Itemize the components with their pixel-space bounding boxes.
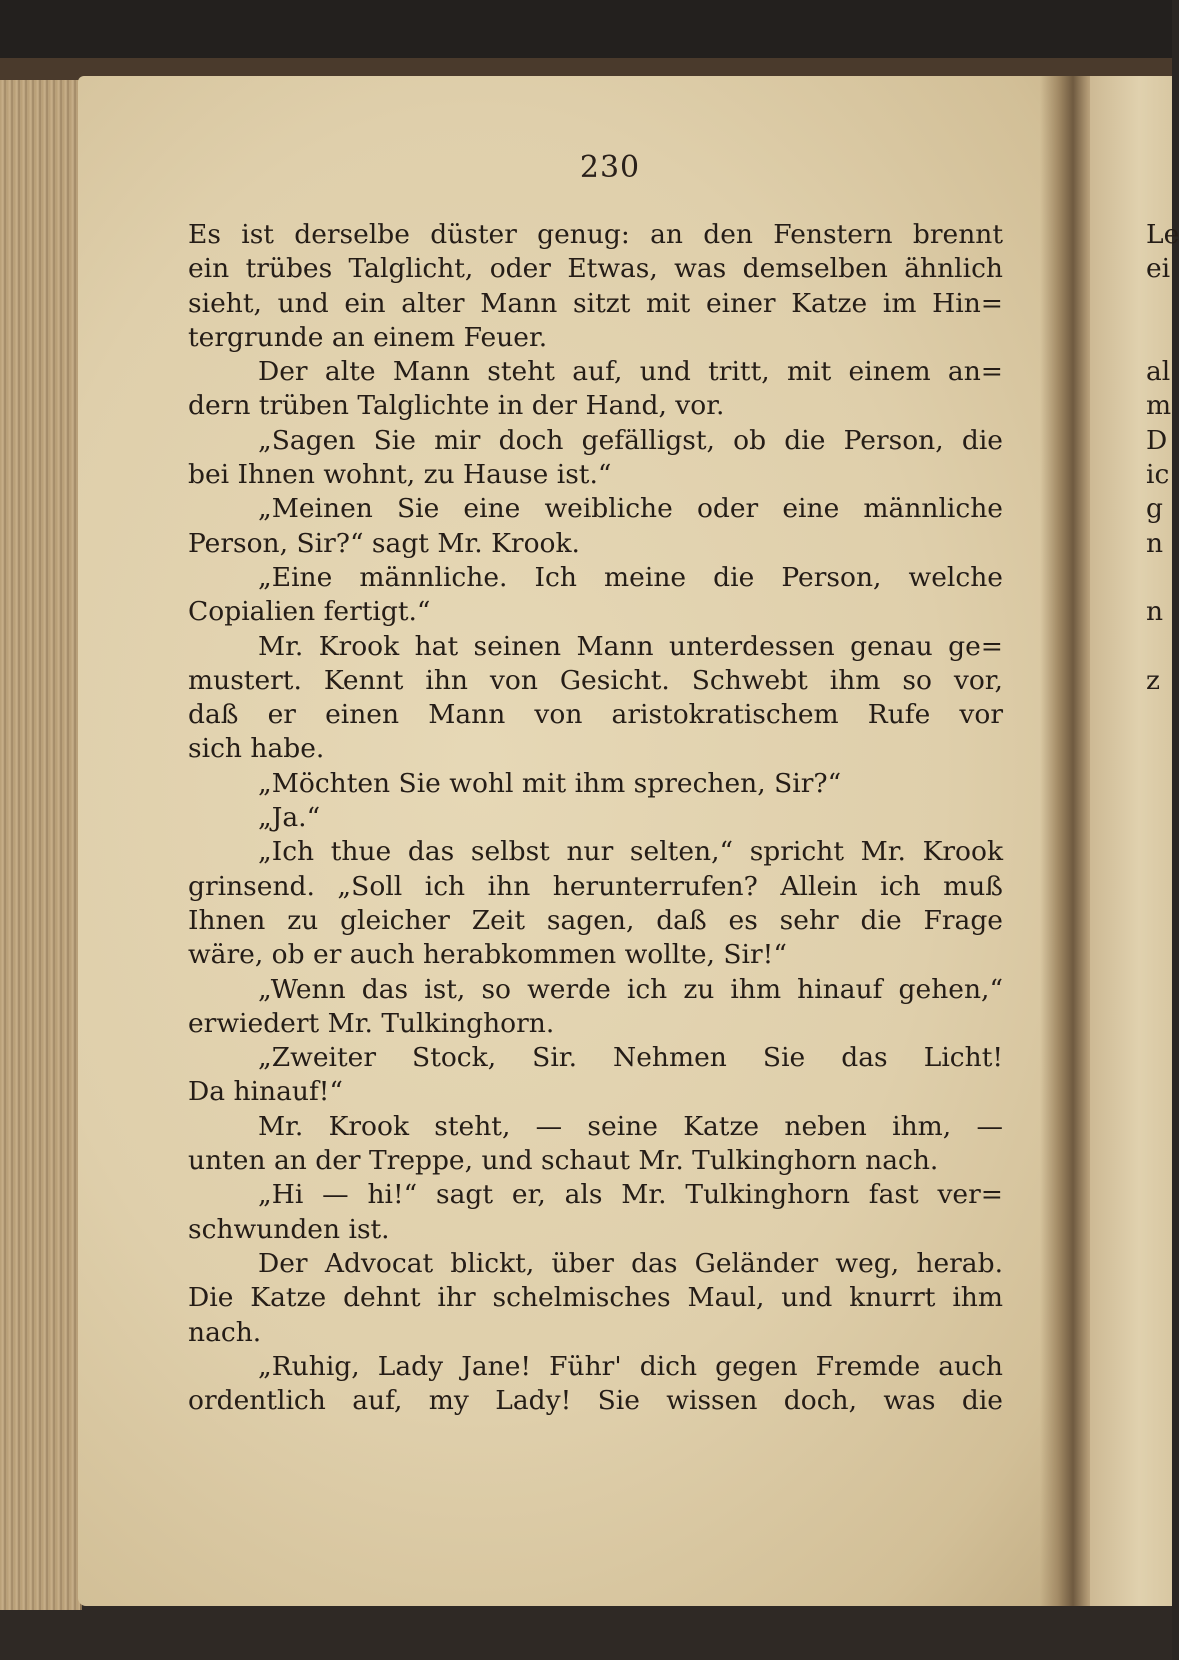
- right-page-fragment: g: [1146, 493, 1163, 525]
- text-line: Person, Sir?“ sagt Mr. Krook.: [188, 527, 580, 559]
- text-line: unten an der Treppe, und schaut Mr. Tulkinghorn nach.: [188, 1145, 939, 1177]
- text-line: erwiedert Mr. Tulkinghorn.: [188, 1007, 555, 1039]
- right-page-fragment: n: [1146, 527, 1164, 559]
- right-page-fragment: Le: [1146, 219, 1179, 250]
- text-line: schwunden ist.: [188, 1213, 390, 1245]
- text-line: sich habe.: [188, 733, 325, 765]
- text-line: „Ja.“: [258, 802, 321, 834]
- text-line: mustert. Kennt ihn von Gesicht. Schwebt ihm so vor,: [188, 664, 1003, 696]
- right-page-fragment: al: [1146, 356, 1171, 388]
- text-line: „Meinen Sie eine weibliche oder eine männliche: [258, 493, 1003, 525]
- book-cover-bottom-edge: [0, 1600, 1172, 1660]
- text-line: ein trübes Talglicht, oder Etwas, was demselben ähnlich: [188, 253, 1003, 285]
- text-line: „Möchten Sie wohl mit ihm sprechen, Sir?“: [258, 767, 842, 799]
- page-number: 230: [579, 150, 641, 185]
- text-line: „Hi — hi!“ sagt er, als Mr. Tulkinghorn fast ver=: [258, 1179, 1003, 1211]
- right-page-fragment: n: [1146, 596, 1164, 628]
- text-line: daß er einen Mann von aristokratischem Rufe vor: [188, 699, 1003, 731]
- text-line: „Ruhig, Lady Jane! Führ' dich gegen Fremde auch: [258, 1350, 1003, 1382]
- text-line: Mr. Krook hat seinen Mann unterdessen genau ge=: [258, 630, 1003, 662]
- text-line: „Eine männliche. Ich meine die Person, welche: [258, 561, 1003, 593]
- text-line: Der Advocat blickt, über das Geländer weg, herab.: [258, 1247, 1003, 1279]
- right-page-fragment: m: [1146, 390, 1172, 422]
- right-page-fragment: D: [1146, 424, 1168, 456]
- text-line: „Wenn das ist, so werde ich zu ihm hinauf gehen,“: [258, 973, 1003, 1005]
- right-page-fragment: z: [1146, 664, 1160, 696]
- text-line: nach.: [188, 1316, 262, 1348]
- text-line: wäre, ob er auch herabkommen wollte, Sir!“: [188, 939, 787, 971]
- text-line: bei Ihnen wohnt, zu Hause ist.“: [188, 459, 612, 491]
- text-line: ordentlich auf, my Lady! Sie wissen doch, was die: [188, 1385, 1003, 1417]
- text-line: Da hinauf!“: [188, 1076, 343, 1108]
- right-page-fragment: [1146, 321, 1176, 355]
- text-line: „Ich thue das selbst nur selten,“ spricht Mr. Krook: [258, 836, 1003, 868]
- text-line: „Sagen Sie mir doch gefälligst, ob die Person, die: [258, 424, 1003, 456]
- text-line: grinsend. „Soll ich ihn herunterrufen? Allein ich muß: [188, 870, 1003, 902]
- right-page-fragment: [1146, 561, 1176, 595]
- text-line: Ihnen zu gleicher Zeit sagen, daß es sehr die Frage: [188, 904, 1003, 936]
- body-text: [188, 218, 1003, 1418]
- page-edges: [0, 80, 82, 1610]
- text-line: tergrunde an einem Feuer.: [188, 321, 548, 353]
- text-line: Mr. Krook steht, — seine Katze neben ihm, —: [258, 1110, 1003, 1142]
- right-page-fragment: ic: [1146, 459, 1170, 491]
- right-page-fragment: ei: [1146, 253, 1171, 285]
- text-line: Es ist derselbe düster genug: an den Fenstern brennt: [188, 219, 1003, 250]
- text-line: „Zweiter Stock, Sir. Nehmen Sie das Licht!: [258, 1042, 1003, 1074]
- right-page-fragment: [1146, 630, 1176, 664]
- text-line: Die Katze dehnt ihr schelmisches Maul, und knurrt ihm: [188, 1282, 1003, 1314]
- right-page-text-fragments: [1146, 218, 1179, 698]
- right-page-fragment: [1146, 287, 1176, 321]
- text-line: dern trüben Talglichte in der Hand, vor.: [188, 390, 725, 422]
- text-line: Der alte Mann steht auf, und tritt, mit einem an=: [258, 356, 1003, 388]
- text-line: sieht, und ein alter Mann sitzt mit einer Katze im Hin=: [188, 287, 1003, 319]
- text-line: Copialien fertigt.“: [188, 596, 431, 628]
